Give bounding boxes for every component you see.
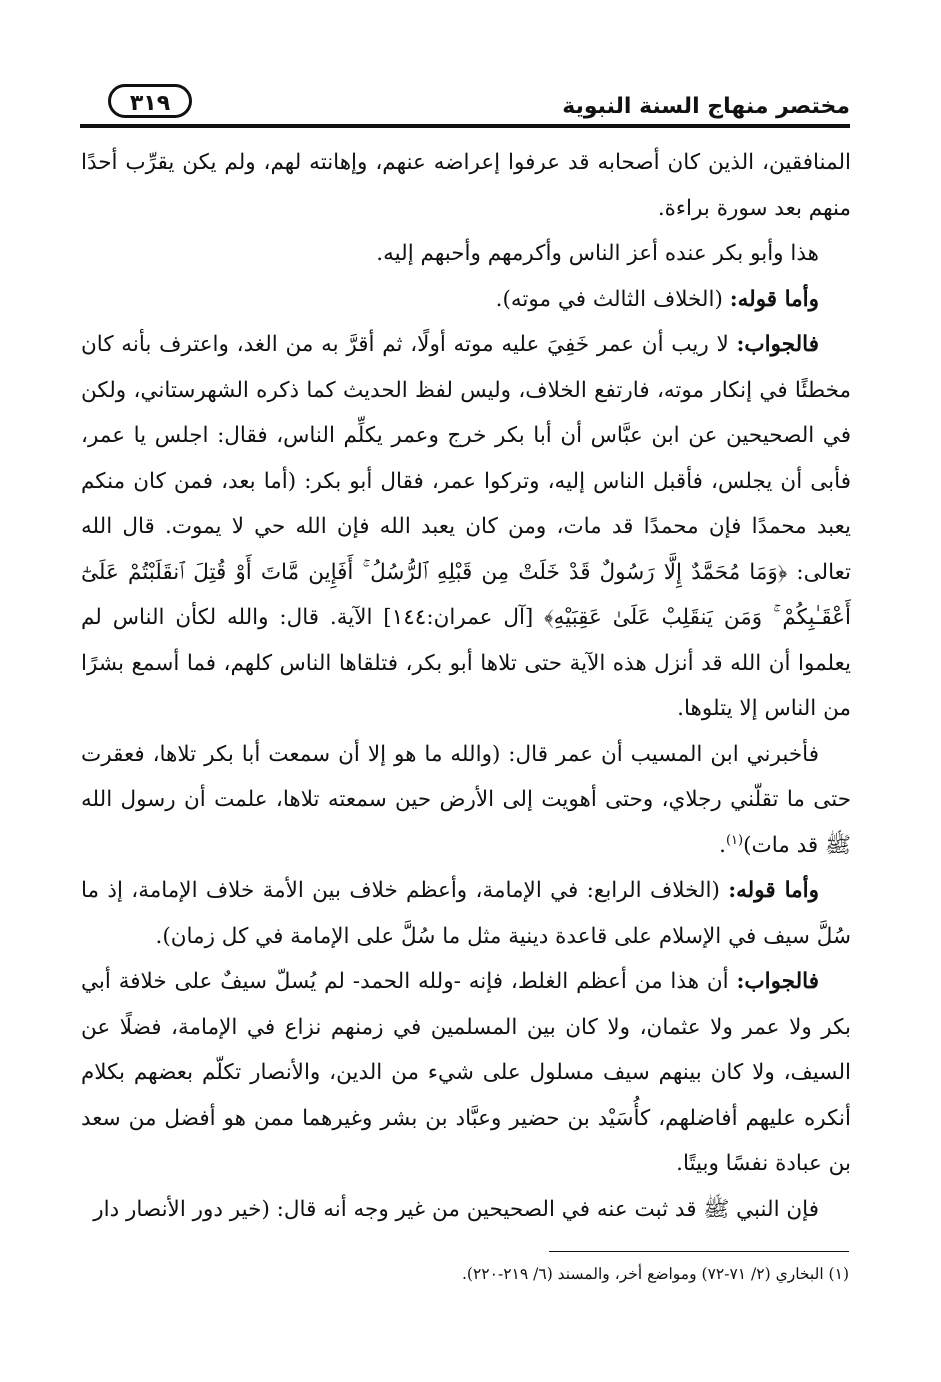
paragraph bbox=[81, 140, 851, 231]
paragraph bbox=[81, 277, 851, 323]
paragraph-label: وأما قوله: bbox=[728, 878, 819, 903]
paragraph-text: لا ريب أن عمر خَفِيَ عليه موته أولًا، ثم أقرَّ به من الغد، واعترف بأنه كان مخطئًا في إنكار موته، فارتفع الخلاف، وليس لفظ الحديث كما ذكره الشهرستاني، ولكن في الصحيحين عن ابن عبَّاس أن أبا بكر خرج وعمر يكلِّم الناس، فقال: اجلس يا عمر، فأبى أن يجلس، فأقبل الناس إليه، وتركوا عمر، فقال أبو بكر: (أما بعد، فمن كان منكم يعبد محمدًا فإن محمدًا قد مات، ومن كان يعبد الله فإن الله حي لا يموت. قال الله تعالى: ﴿وَمَا مُحَمَّدٌ إِلَّا رَسُولٌ قَدْ خَلَتْ مِن قَبْلِهِ ٱلرُّسُلُ ۚ أَفَإِين مَّاتَ أَوْ قُتِلَ ٱنقَلَبْتُمْ عَلَىٰٓ أَعْقَـٰبِكُمْ ۚ وَمَن يَنقَلِبْ عَلَىٰ عَقِبَيْهِ﴾ [آل عمران:١٤٤] الآية. قال: والله لكأن الناس لم يعلموا أن الله قد أنزل هذه الآية حتى تلاها أبو بكر، فتلقاها الناس كلهم، فما أسمع بشرًا من الناس إلا يتلوها. bbox=[81, 332, 851, 721]
paragraph-text: هذا وأبو بكر عنده أعز الناس وأكرمهم وأحبهم إليه. bbox=[376, 241, 819, 266]
page-number-badge: ٣١٩ bbox=[108, 84, 192, 118]
paragraph-text: المنافقين، الذين كان أصحابه قد عرفوا إعراضه عنهم، وإهانته لهم، ولم يكن يقرِّب أحدًا منهم بعد سورة براءة. bbox=[81, 150, 851, 221]
header-divider bbox=[80, 124, 850, 128]
paragraph-label: فالجواب: bbox=[736, 332, 819, 357]
paragraph-text: (الخلاف الثالث في موته). bbox=[495, 286, 730, 312]
footnote: (١) البخاري (٢/ ٧١-٧٢) ومواضع أخر، والمسند (٦/ ٢١٩-٢٢٠). bbox=[462, 1265, 849, 1283]
paragraph bbox=[81, 322, 851, 732]
paragraph-text: أن هذا من أعظم الغلط، فإنه -ولله الحمد- لم يُسلّ سيفٌ على خلافة أبي بكر ولا عمر ولا عثمان، ولا كان بين المسلمين في زمنهم نزاع في الإمامة، فضلًا عن السيف، ولا كان بينهم سيف مسلول على شيء من الدين، والأنصار تكلّم بعضهم بكلام أنكره عليهم أفاضلهم، كأُسَيْد بن حضير وعبَّاد بن بشر وغيرهما ممن هو أفضل من سعد بن عبادة نفسًا وبيتًا. bbox=[81, 969, 851, 1176]
paragraph: فأخبرني ابن المسيب أن عمر قال: (والله ما هو إلا أن سمعت أبا بكر تلاها، فعقرت حتى ما تقلّني رجلاي، وحتى أهويت إلى الأرض حين سمعته تلاها، علمت أن رسول الله ﷺ قد مات)$^{(١)}$. bbox=[81, 741, 851, 858]
page-header bbox=[80, 82, 850, 128]
main-text bbox=[81, 140, 851, 1232]
paragraph-label: فالجواب: bbox=[736, 969, 819, 994]
paragraph bbox=[81, 959, 851, 1187]
paragraph-text: (الخلاف الرابع: في الإمامة، وأعظم خلاف بين الأمة خلاف الإمامة، إذ ما سُلَّ سيف في الإسلام على قاعدة دينية مثل ما سُلَّ على الإمامة في كل زمان). bbox=[81, 878, 851, 949]
paragraph bbox=[81, 231, 851, 277]
paragraph bbox=[81, 868, 851, 959]
footnote-marker: (١) bbox=[725, 832, 744, 848]
paragraph-text: فأخبرني ابن المسيب أن عمر قال: (والله ما هو إلا أن سمعت أبا بكر تلاها، فعقرت حتى ما تقلّني رجلاي، وحتى أهويت إلى الأرض حين سمعته تلاها، علمت أن رسول الله ﷺ قد مات) bbox=[81, 741, 851, 858]
running-title: مختصر منهاج السنة النبوية bbox=[562, 94, 850, 119]
footnote-divider bbox=[549, 1251, 849, 1252]
paragraph-label: وأما قوله: bbox=[729, 286, 819, 312]
paragraph-text: فإن النبي ﷺ قد ثبت عنه في الصحيحين من غير وجه أنه قال: (خير دور الأنصار دار bbox=[93, 1196, 819, 1222]
paragraph bbox=[81, 1187, 851, 1233]
